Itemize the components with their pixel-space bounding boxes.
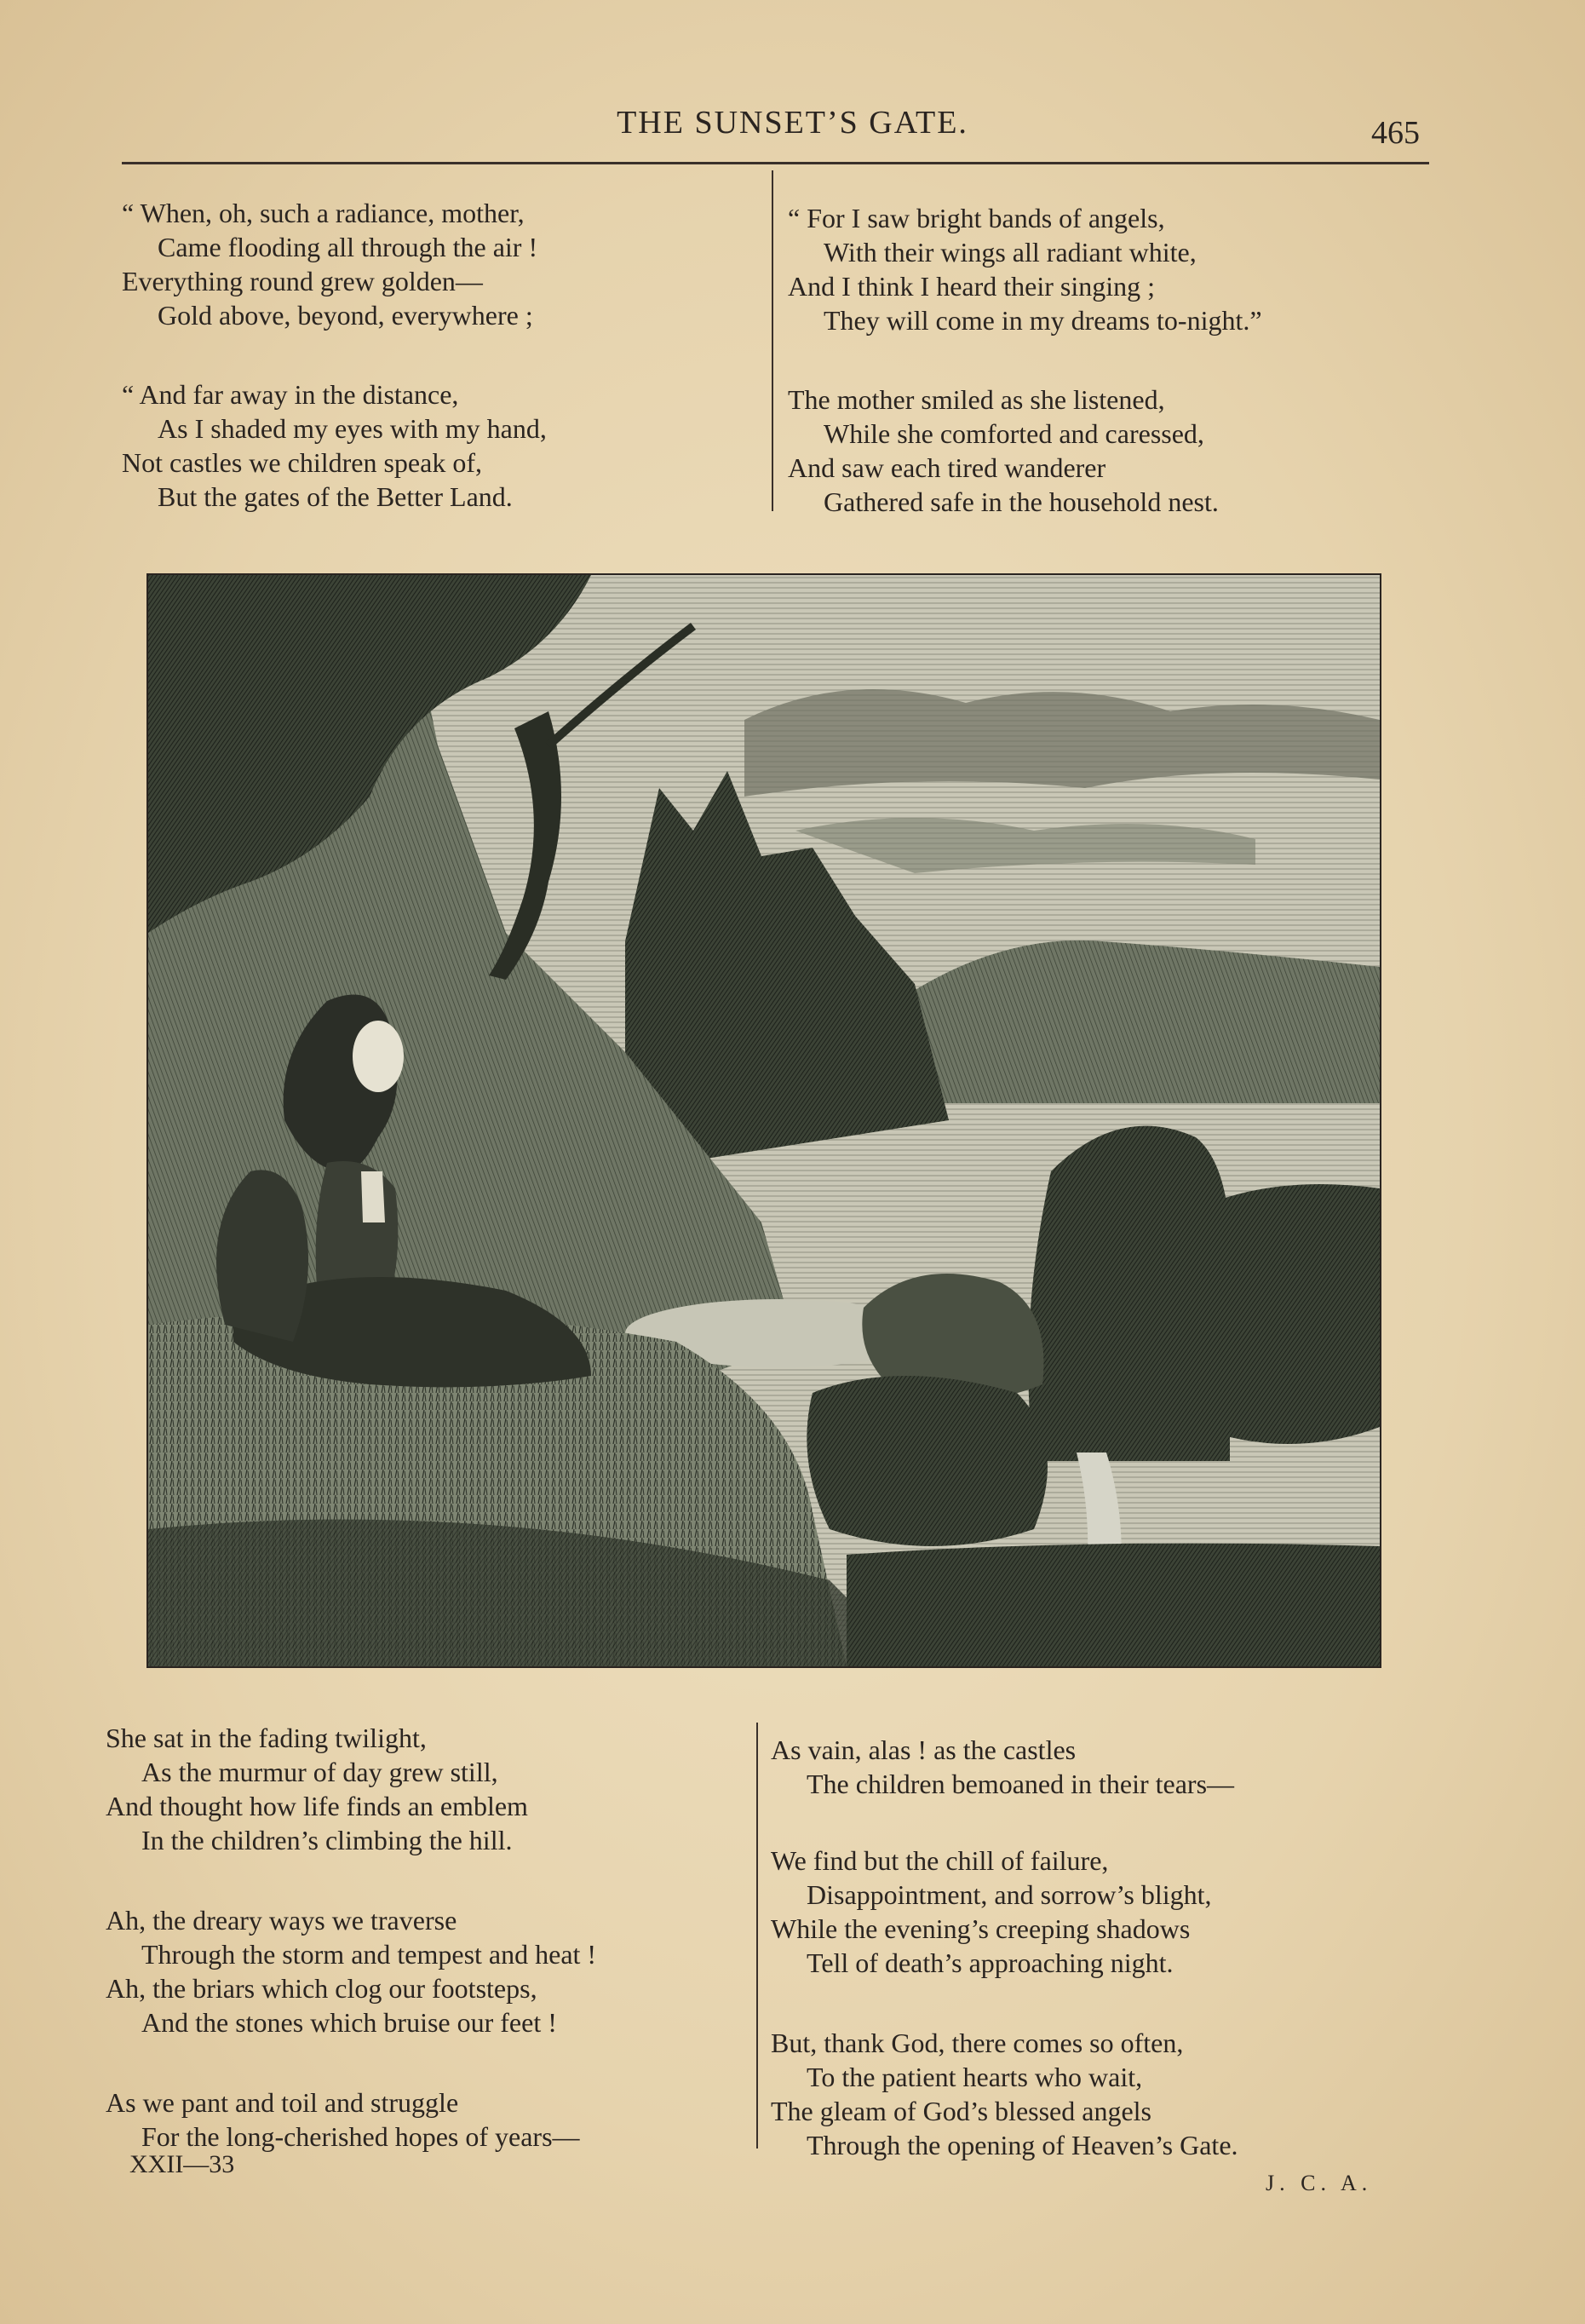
poem-line: “ For I saw bright bands of angels,	[788, 203, 1165, 233]
poem-line: As we pant and toil and struggle	[106, 2087, 459, 2118]
stanza-top-right-1	[788, 201, 1262, 337]
poem-line: Tell of death’s approaching night.	[807, 1947, 1174, 1978]
stanza-bottom-right-2	[771, 1844, 1212, 1980]
distant-mountain	[898, 941, 1380, 1103]
poem-line: Not castles we children speak of,	[122, 447, 482, 478]
foreground-rocks	[847, 1544, 1380, 1666]
poem-line: “ And far away in the distance,	[122, 379, 459, 410]
poem-line: Gold above, beyond, everywhere ;	[158, 300, 533, 331]
signature-mark: XXII—33	[129, 2150, 235, 2178]
shrubs-right	[1170, 1184, 1380, 1444]
poem-line: Disappointment, and sorrow’s blight,	[807, 1879, 1212, 1910]
poem-line: And saw each tired wanderer	[788, 452, 1106, 483]
poem-line: Through the storm and tempest and heat !	[141, 1939, 597, 1970]
page-number: 465	[1371, 115, 1420, 151]
poem-line: But the gates of the Better Land.	[158, 481, 513, 512]
stanza-bottom-left-2	[106, 1903, 596, 2039]
stanza-bottom-left-3	[106, 2085, 580, 2154]
poem-line: And I think I heard their singing ;	[788, 271, 1156, 302]
engraving-illustration	[146, 573, 1381, 1668]
poem-line: “ When, oh, such a radiance, mother,	[122, 198, 525, 228]
poem-line: But, thank God, there comes so often,	[771, 2028, 1184, 2058]
author-initials: J. C. A.	[1266, 2171, 1373, 2195]
stanza-top-left-1	[122, 196, 537, 332]
poem-line: While she comforted and caressed,	[824, 418, 1204, 449]
poem-line: As vain, alas ! as the castles	[771, 1734, 1077, 1765]
poem-line: To the patient hearts who wait,	[807, 2062, 1143, 2092]
poem-line: The children bemoaned in their tears—	[807, 1769, 1235, 1799]
poem-line: Ah, the dreary ways we traverse	[106, 1905, 457, 1936]
header-divider	[122, 162, 1429, 164]
stanza-top-left-2	[122, 377, 547, 514]
poem-line: As I shaded my eyes with my hand,	[158, 413, 547, 444]
poem-line: The gleam of God’s blessed angels	[771, 2096, 1151, 2126]
poem-line: Through the opening of Heaven’s Gate.	[807, 2130, 1238, 2160]
poem-line: Ah, the briars which clog our footsteps,	[106, 1973, 537, 2004]
poem-line: In the children’s climbing the hill.	[141, 1825, 513, 1855]
stanza-bottom-right-3	[771, 2026, 1238, 2162]
stanza-top-right-2	[788, 383, 1219, 519]
poem-line: She sat in the fading twilight,	[106, 1723, 427, 1753]
poem-line: While the evening’s creeping shadows	[771, 1913, 1191, 1944]
bottom-column-divider	[756, 1723, 758, 2149]
page-title: THE SUNSET’S GATE.	[617, 105, 968, 141]
stanza-bottom-right-1	[771, 1733, 1234, 1801]
poem-line: And thought how life finds an emblem	[106, 1791, 528, 1821]
poem-line: The mother smiled as she listened,	[788, 384, 1165, 415]
poem-line: With their wings all radiant white,	[824, 237, 1197, 267]
poem-line: As the murmur of day grew still,	[141, 1757, 498, 1787]
poem-line: For the long-cherished hopes of years—	[141, 2121, 580, 2152]
poem-line: We find but the chill of failure,	[771, 1845, 1109, 1876]
boulder	[807, 1376, 1048, 1546]
poem-line: Gathered safe in the household nest.	[824, 486, 1219, 517]
poem-line: And the stones which bruise our feet !	[141, 2007, 557, 2038]
stanza-bottom-left-1	[106, 1721, 528, 1857]
poem-line: They will come in my dreams to-night.”	[824, 305, 1262, 336]
top-column-divider	[772, 170, 773, 511]
poem-line: Everything round grew golden—	[122, 266, 483, 296]
poem-line: Came flooding all through the air !	[158, 232, 538, 262]
